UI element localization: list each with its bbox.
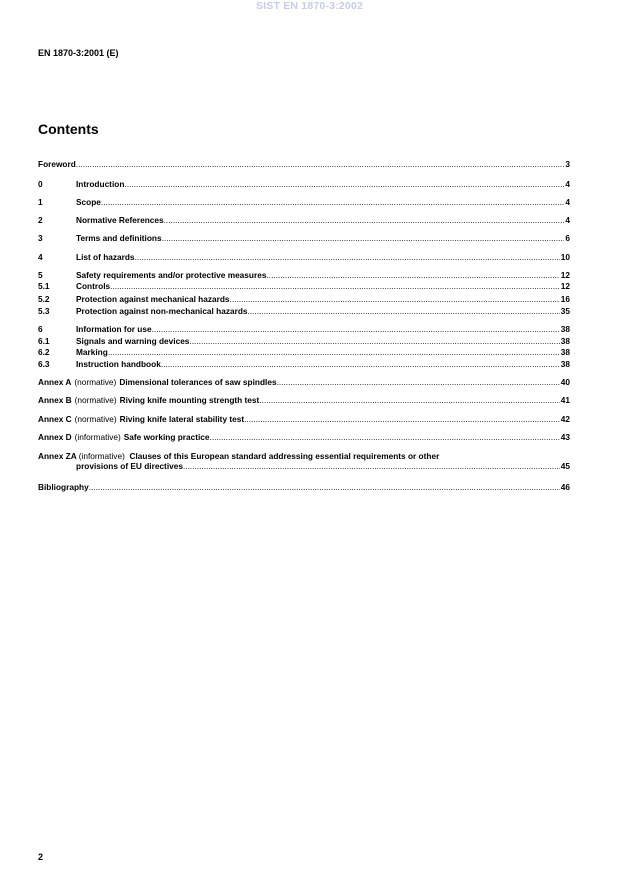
toc-page: 3 bbox=[565, 159, 570, 169]
toc-page: 38 bbox=[560, 359, 570, 369]
toc-title: Foreword bbox=[38, 159, 76, 169]
toc-page: 40 bbox=[560, 377, 570, 387]
toc-title: Scope bbox=[76, 197, 101, 207]
toc-entry-terms[interactable] bbox=[38, 233, 570, 243]
toc-page: 42 bbox=[560, 414, 570, 424]
toc-entry-annex-za[interactable] bbox=[38, 451, 570, 471]
toc-page: 12 bbox=[560, 270, 570, 280]
toc-page: 10 bbox=[560, 252, 570, 262]
toc-title: Instruction handbook bbox=[76, 359, 161, 369]
toc-page: 38 bbox=[560, 324, 570, 334]
toc-entry-annex-c[interactable] bbox=[38, 414, 570, 424]
toc-number: 1 bbox=[38, 197, 43, 207]
toc-entry-annex-d[interactable] bbox=[38, 432, 570, 442]
toc-entry-marking[interactable] bbox=[38, 347, 570, 357]
toc-page: 46 bbox=[560, 482, 570, 492]
toc-number: 6.2 bbox=[38, 347, 50, 357]
document-id: EN 1870-3:2001 (E) bbox=[38, 48, 119, 58]
toc-title: Dimensional tolerances of saw spindles bbox=[119, 377, 277, 387]
toc-page: 41 bbox=[560, 395, 570, 405]
toc-page: 43 bbox=[560, 432, 570, 442]
toc-entry-annex-b[interactable] bbox=[38, 395, 570, 405]
toc-entry-controls[interactable] bbox=[38, 281, 570, 291]
toc-entry-handbook[interactable] bbox=[38, 359, 570, 369]
toc-number: 3 bbox=[38, 233, 43, 243]
annex-label: Annex ZA bbox=[38, 451, 77, 461]
page-number: 2 bbox=[38, 852, 44, 862]
contents-heading: Contents bbox=[38, 121, 99, 137]
toc-entry-bibliography[interactable] bbox=[38, 482, 570, 492]
annex-type: (normative) bbox=[74, 395, 117, 405]
toc-title: Protection against mechanical hazards bbox=[76, 294, 230, 304]
toc-page: 45 bbox=[560, 461, 570, 471]
toc-number: 6.1 bbox=[38, 336, 50, 346]
toc-number: 5.3 bbox=[38, 306, 50, 316]
toc-page: 4 bbox=[565, 179, 570, 189]
toc-title: Marking bbox=[76, 347, 108, 357]
toc-title: List of hazards bbox=[76, 252, 135, 262]
toc-page: 6 bbox=[565, 233, 570, 243]
toc-number: 4 bbox=[38, 252, 43, 262]
annex-type: (informative) bbox=[74, 432, 121, 442]
toc-number: 0 bbox=[38, 179, 43, 189]
toc-title: Clauses of this European standard addressing essential requirements or other bbox=[129, 451, 440, 461]
toc-entry-hazards[interactable] bbox=[38, 252, 570, 262]
annex-label: Annex B bbox=[38, 395, 72, 405]
toc-title: Terms and definitions bbox=[76, 233, 162, 243]
annex-type: (normative) bbox=[74, 414, 117, 424]
annex-type: (informative) bbox=[78, 451, 125, 461]
toc-entry-introduction[interactable] bbox=[38, 179, 570, 189]
toc-page: 35 bbox=[560, 306, 570, 316]
toc-number: 5.2 bbox=[38, 294, 50, 304]
toc-entry-mechanical[interactable] bbox=[38, 294, 570, 304]
toc-title: Riving knife lateral stability test bbox=[119, 414, 245, 424]
toc-title: Introduction bbox=[76, 179, 125, 189]
toc-title: Signals and warning devices bbox=[76, 336, 190, 346]
watermark: SIST EN 1870-3:2002 bbox=[255, 0, 364, 12]
toc-entry-normative-references[interactable] bbox=[38, 215, 570, 225]
toc-title: Safety requirements and/or protective measures bbox=[76, 270, 267, 280]
toc-page: 4 bbox=[565, 215, 570, 225]
annex-label: Annex D bbox=[38, 432, 72, 442]
toc-page: 16 bbox=[560, 294, 570, 304]
toc-page: 38 bbox=[560, 336, 570, 346]
annex-label: Annex C bbox=[38, 414, 72, 424]
toc-title: Bibliography bbox=[38, 482, 89, 492]
toc-title: Normative References bbox=[76, 215, 164, 225]
toc-entry-scope[interactable] bbox=[38, 197, 570, 207]
toc-number: 5 bbox=[38, 270, 43, 280]
toc-entry-non-mechanical[interactable] bbox=[38, 306, 570, 316]
toc-title: Information for use bbox=[76, 324, 152, 334]
toc-page: 38 bbox=[560, 347, 570, 357]
toc-page: 4 bbox=[565, 197, 570, 207]
toc-entry-safety[interactable] bbox=[38, 270, 570, 280]
toc-entry-annex-a[interactable] bbox=[38, 377, 570, 387]
toc-entry-signals[interactable] bbox=[38, 336, 570, 346]
toc-entry-information[interactable] bbox=[38, 324, 570, 334]
toc-title: Riving knife mounting strength test bbox=[119, 395, 260, 405]
toc-number: 5.1 bbox=[38, 281, 50, 291]
toc-title: Controls bbox=[76, 281, 111, 291]
toc-number: 6.3 bbox=[38, 359, 50, 369]
toc-number: 6 bbox=[38, 324, 43, 334]
toc-title-continued: provisions of EU directives bbox=[76, 461, 183, 471]
annex-label: Annex A bbox=[38, 377, 72, 387]
annex-type: (normative) bbox=[74, 377, 117, 387]
toc-title: Protection against non-mechanical hazards bbox=[76, 306, 248, 316]
toc-title: Safe working practice bbox=[123, 432, 210, 442]
toc-number: 2 bbox=[38, 215, 43, 225]
toc-entry-foreword[interactable] bbox=[38, 159, 570, 169]
toc-page: 12 bbox=[560, 281, 570, 291]
